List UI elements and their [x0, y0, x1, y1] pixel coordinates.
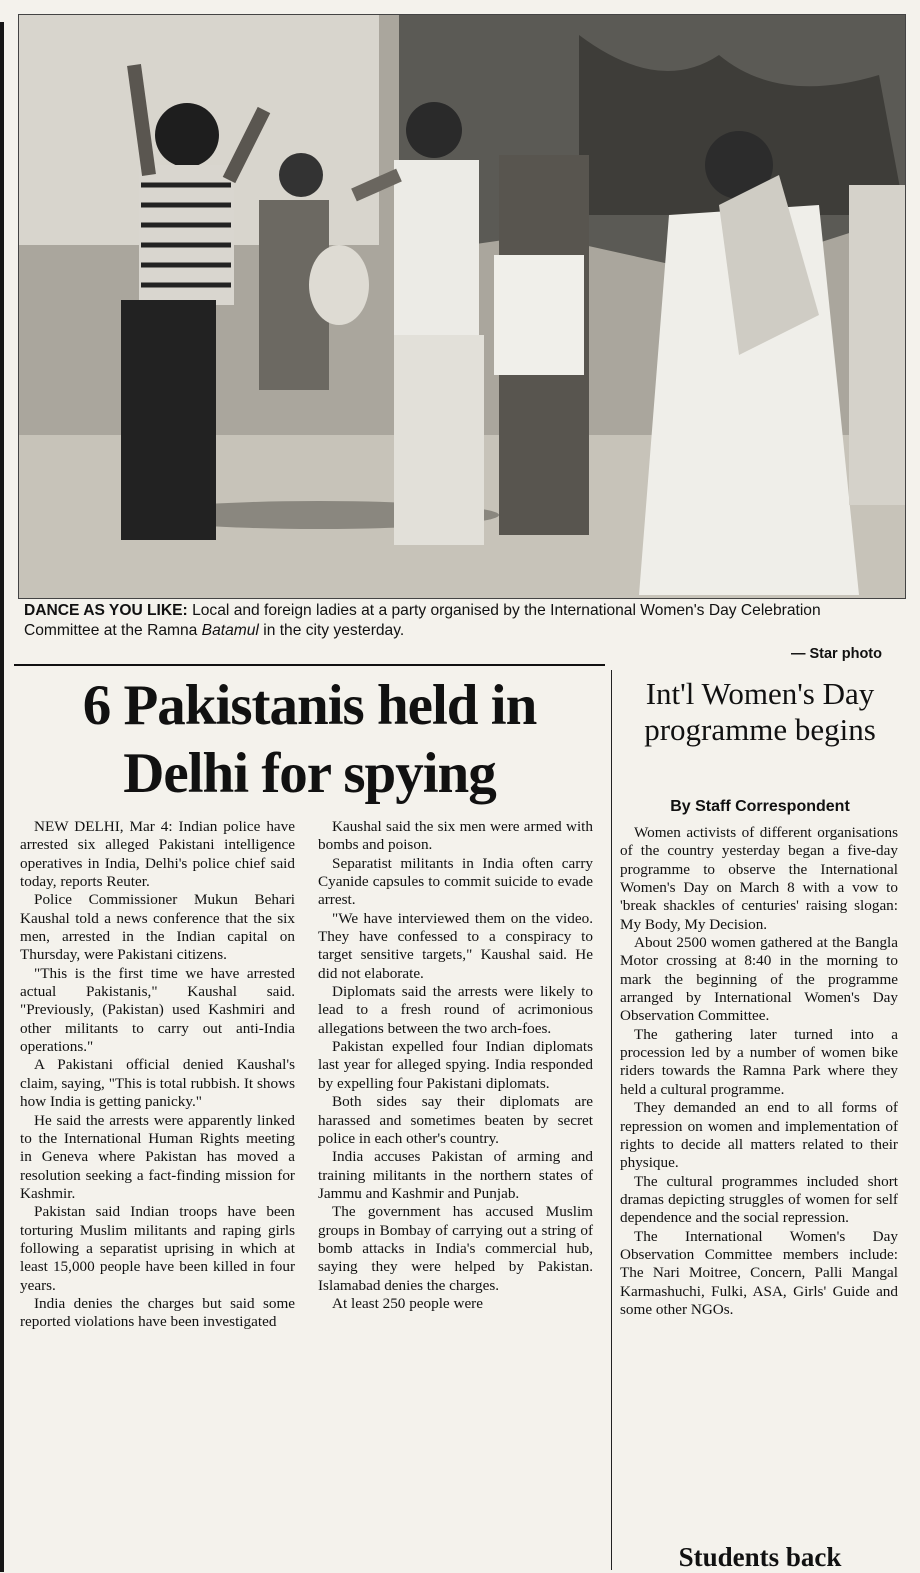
paragraph: The government has accused Muslim groups in Bombay of carrying out a string of bomb attacks in India's commercial hub, saying they were helped by Pakistan. Islamabad denies the charges.	[318, 1203, 593, 1294]
paragraph: Police Commissioner Mukun Behari Kaushal told a news conference that the six men, arrested in the Indian capital on Thursday, were Pakistani citizens.	[20, 891, 295, 964]
side-headline: Int'l Women's Day programme begins	[644, 676, 876, 747]
photo-caption	[24, 601, 896, 641]
main-headline: 6 Pakistanis held in Delhi for spying	[82, 674, 537, 805]
news-photo	[18, 14, 906, 599]
paragraph: "We have interviewed them on the video. They have confessed to a conspiracy to target sensitive targets," Kaushal said. He did not elaborate.	[318, 909, 593, 982]
dancing-women-photo-illustration	[19, 15, 905, 598]
paragraph: India accuses Pakistan of arming and training militants in the northern states of Jammu and Kashmir and Punjab.	[318, 1148, 593, 1202]
main-story-column-1	[20, 818, 295, 1332]
paragraph: The gathering later turned into a procession led by a number of women bike riders towards the Ramna Park where they held a cultural programme.	[620, 1025, 898, 1098]
caption-italic-place: Batamul	[201, 622, 259, 639]
caption-text-part1: Local and foreign ladies at a party organised by the International Women's Day Celebration Committee at the Ramna	[24, 602, 821, 639]
paragraph: NEW DELHI, Mar 4: Indian police have arrested six alleged Pakistani intelligence operatives in India, Delhi's police chief said today, reports Reuter.	[20, 818, 295, 891]
paragraph: Women activists of different organisations of the country yesterday began a five-day programme to observe the International Women's Day on March 8 with a vow to 'break shackles of centuries' raising slogan: My Body, My Decision.	[620, 824, 898, 933]
paragraph: The International Women's Day Observation Committee members include: The Nari Moitree, Concern, Palli Mangal Karmashuchi, Fulki, ASA, Girls' Guide and some other NGOs.	[620, 1227, 898, 1318]
next-story-headline: Students back	[678, 1542, 842, 1572]
paragraph: A Pakistani official denied Kaushal's claim, saying, "This is total rubbish. It shows how India is getting panicky."	[20, 1056, 295, 1111]
photo-credit: — Star photo	[790, 646, 882, 662]
paragraph: The cultural programmes included short dramas depicting struggles of women for self dependence and the social repression.	[620, 1172, 898, 1227]
caption-lead: DANCE AS YOU LIKE:	[24, 602, 188, 619]
paragraph: Kaushal said the six men were armed with bombs and poison.	[318, 818, 593, 854]
paragraph: India denies the charges but said some reported violations have been investigated	[20, 1294, 295, 1331]
paragraph: Diplomats said the arrests were likely to lead to a fresh round of acrimonious allegations between the two arch-foes.	[318, 983, 593, 1037]
main-story-column-2	[318, 818, 593, 1313]
caption-text-part2: in the city yesterday.	[258, 622, 405, 639]
paragraph: Pakistan said Indian troops have been torturing Muslim militants and raping girls following a separatist uprising in which at least 15,000 people have been killed in four years.	[20, 1203, 295, 1294]
paragraph: "This is the first time we have arrested actual Pakistanis," Kaushal said. "Previously, (Pakistan) used Kashmiri and other militants to carry out anti-India operations."	[20, 964, 295, 1056]
paragraph: Separatist militants in India often carry Cyanide capsules to commit suicide to evade arrest.	[318, 854, 593, 909]
paragraph: Pakistan expelled four Indian diplomats last year for alleged spying. India responded by expelling four Pakistani diplomats.	[318, 1038, 593, 1092]
paragraph: At least 250 people were	[332, 1294, 483, 1312]
column-divider-rule	[611, 670, 612, 1570]
paragraph: They demanded an end to all forms of repression on women and implementation of rights to decide all matters related to their physique.	[620, 1099, 898, 1172]
side-byline: By Staff Correspondent	[670, 798, 850, 815]
headline-top-rule	[14, 664, 605, 666]
paragraph: About 2500 women gathered at the Bangla Motor crossing at 8:40 in the morning to mark the beginning of the programme arranged by International Women's Day Observation Committee.	[620, 934, 898, 1025]
side-story-column	[620, 824, 898, 1319]
page-edge-rule	[0, 22, 4, 1572]
paragraph: Both sides say their diplomats are harassed and sometimes beaten by secret police in each other's country.	[318, 1093, 593, 1147]
paragraph: He said the arrests were apparently linked to the International Human Rights meeting in Geneva where Pakistan has moved a resolution seeking a fact-finding mission for Kashmir.	[20, 1111, 295, 1202]
